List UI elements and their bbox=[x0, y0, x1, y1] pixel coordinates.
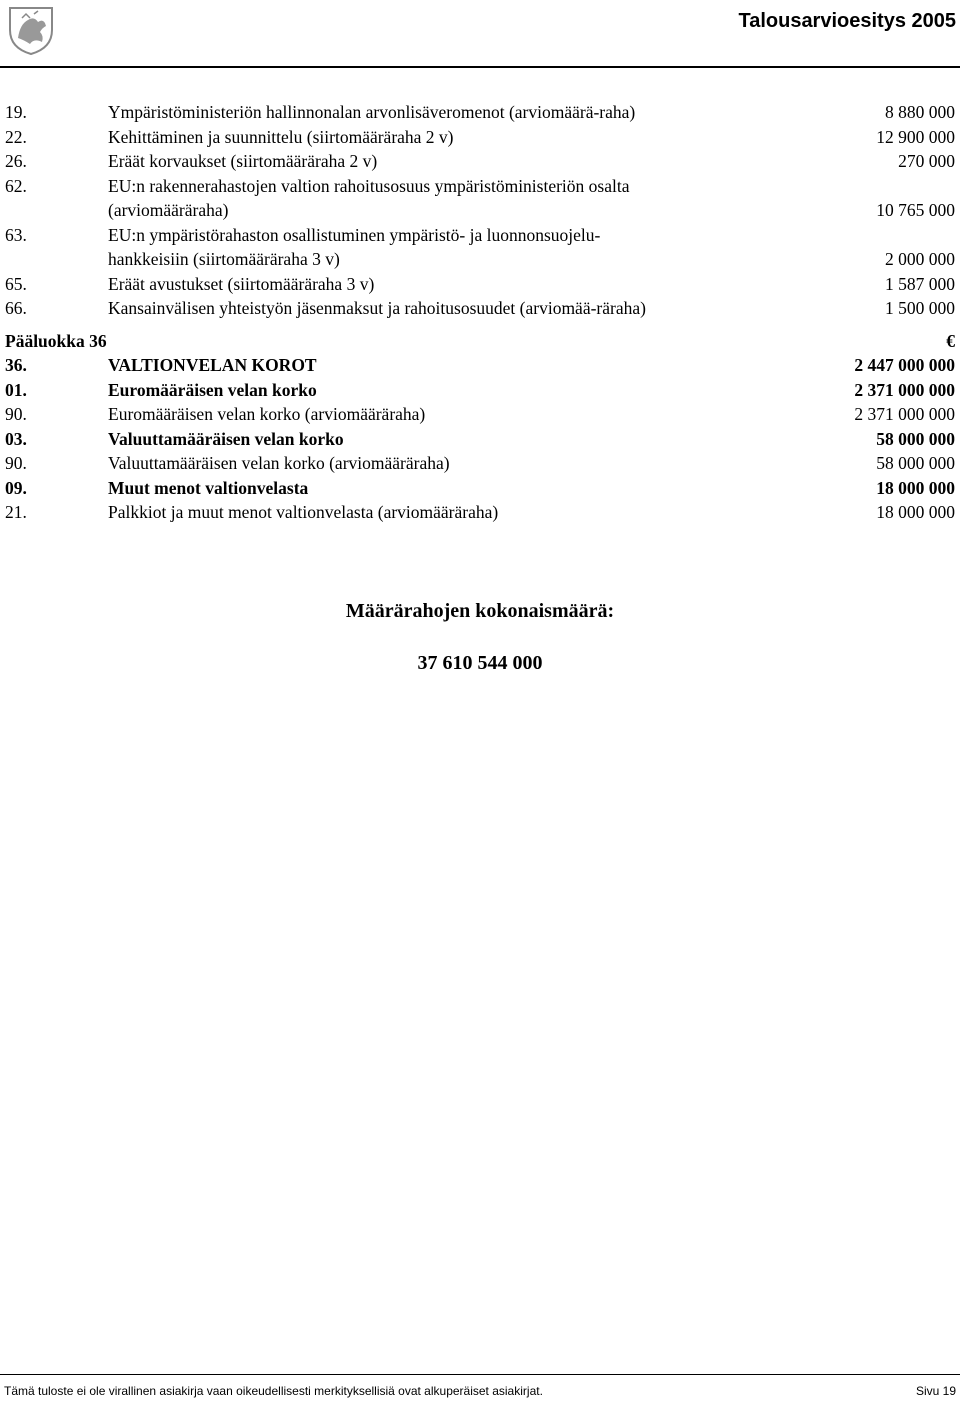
row-number: 65. bbox=[5, 273, 27, 294]
currency-symbol: € bbox=[946, 330, 955, 351]
row-text: Palkkiot ja muut menot valtionvelasta (arviomääräraha) bbox=[108, 502, 499, 522]
row-text: EU:n ympäristörahaston osallistuminen ympäristö- ja luonnonsuojelu-hankkeisiin (siirtomääräraha 3 v) bbox=[108, 224, 601, 269]
total-appropriations-value: 37 610 544 000 bbox=[417, 652, 543, 674]
table-row bbox=[0, 451, 960, 476]
row-text: EU:n rakennerahastojen valtion rahoitusosuus ympäristöministeriön osalta (arviomääräraha) bbox=[108, 175, 630, 220]
row-amount: 2 371 000 000 bbox=[854, 404, 955, 424]
row-number: 09. bbox=[5, 477, 27, 498]
row-number: 26. bbox=[5, 151, 27, 171]
row-text: Eräät korvaukset (siirtomääräraha 2 v) bbox=[108, 151, 378, 171]
row-number: 01. bbox=[5, 379, 27, 400]
table-row bbox=[0, 272, 960, 297]
table-row bbox=[0, 100, 960, 125]
row-amount: 1 500 000 bbox=[885, 298, 955, 318]
row-number: 03. bbox=[5, 428, 27, 449]
row-amount: 270 000 bbox=[898, 151, 955, 171]
row-text: Kehittäminen ja suunnittelu (siirtomääräraha 2 v) bbox=[108, 126, 454, 147]
row-number: 22. bbox=[5, 126, 27, 147]
footer-notice: Tämä tuloste ei ole virallinen asiakirja vaan oikeudellisesti merkityksellisiä ovat alkuperäiset asiakirjat. bbox=[4, 1384, 543, 1398]
row-amount: 18 000 000 bbox=[876, 477, 955, 498]
table-row bbox=[0, 125, 960, 150]
row-amount: 2 447 000 000 bbox=[854, 355, 955, 375]
row-text: Valuuttamääräisen velan korko (arviomääräraha) bbox=[108, 453, 450, 473]
row-text: Muut menot valtionvelasta bbox=[108, 477, 309, 498]
page-number: Sivu 19 bbox=[915, 1384, 956, 1398]
row-text: Eräät avustukset (siirtomääräraha 3 v) bbox=[108, 273, 375, 294]
row-amount: 8 880 000 bbox=[885, 102, 955, 122]
row-amount: 1 587 000 bbox=[885, 273, 955, 294]
table-row bbox=[0, 500, 960, 525]
table-row bbox=[0, 427, 960, 452]
table-row bbox=[0, 378, 960, 403]
total-appropriations-label: Määrärahojen kokonaismäärä: bbox=[345, 600, 615, 622]
row-number: 63. bbox=[5, 224, 27, 245]
row-amount: 2 000 000 bbox=[885, 249, 955, 269]
coat-of-arms-lion-icon bbox=[4, 2, 58, 56]
row-number: 66. bbox=[5, 298, 27, 318]
row-number: 62. bbox=[5, 175, 27, 196]
row-number: 90. bbox=[5, 404, 27, 424]
table-row bbox=[0, 149, 960, 174]
budget-table bbox=[0, 100, 960, 525]
footer-divider bbox=[0, 1374, 960, 1375]
row-text: Kansainvälisen yhteistyön jäsenmaksut ja rahoitusosuudet (arviomää-räraha) bbox=[108, 298, 646, 318]
row-amount: 10 765 000 bbox=[876, 200, 955, 220]
page-footer bbox=[4, 1384, 956, 1398]
main-class-label: Pääluokka 36 bbox=[5, 330, 107, 351]
row-text: VALTIONVELAN KOROT bbox=[108, 355, 317, 375]
main-class-header bbox=[0, 329, 960, 354]
table-row bbox=[0, 223, 960, 272]
row-text: Euromääräisen velan korko bbox=[108, 379, 317, 400]
row-amount: 2 371 000 000 bbox=[854, 379, 955, 400]
row-text: Valuuttamääräisen velan korko bbox=[108, 428, 344, 449]
row-number: 90. bbox=[5, 453, 27, 473]
row-text: Euromääräisen velan korko (arviomääräraha) bbox=[108, 404, 426, 424]
row-number: 36. bbox=[5, 355, 27, 375]
row-number: 19. bbox=[5, 102, 27, 122]
table-row bbox=[0, 402, 960, 427]
document-title: Talousarvioesitys 2005 bbox=[738, 10, 956, 32]
table-row bbox=[0, 353, 960, 378]
header-divider bbox=[0, 66, 960, 68]
table-row bbox=[0, 174, 960, 223]
table-row bbox=[0, 296, 960, 321]
row-amount: 12 900 000 bbox=[876, 126, 955, 147]
row-amount: 58 000 000 bbox=[876, 453, 955, 473]
table-row bbox=[0, 476, 960, 501]
row-amount: 58 000 000 bbox=[876, 428, 955, 449]
row-amount: 18 000 000 bbox=[876, 502, 955, 522]
row-text: Ympäristöministeriön hallinnonalan arvonlisäveromenot (arviomäärä-raha) bbox=[108, 102, 636, 122]
row-number: 21. bbox=[5, 502, 27, 522]
